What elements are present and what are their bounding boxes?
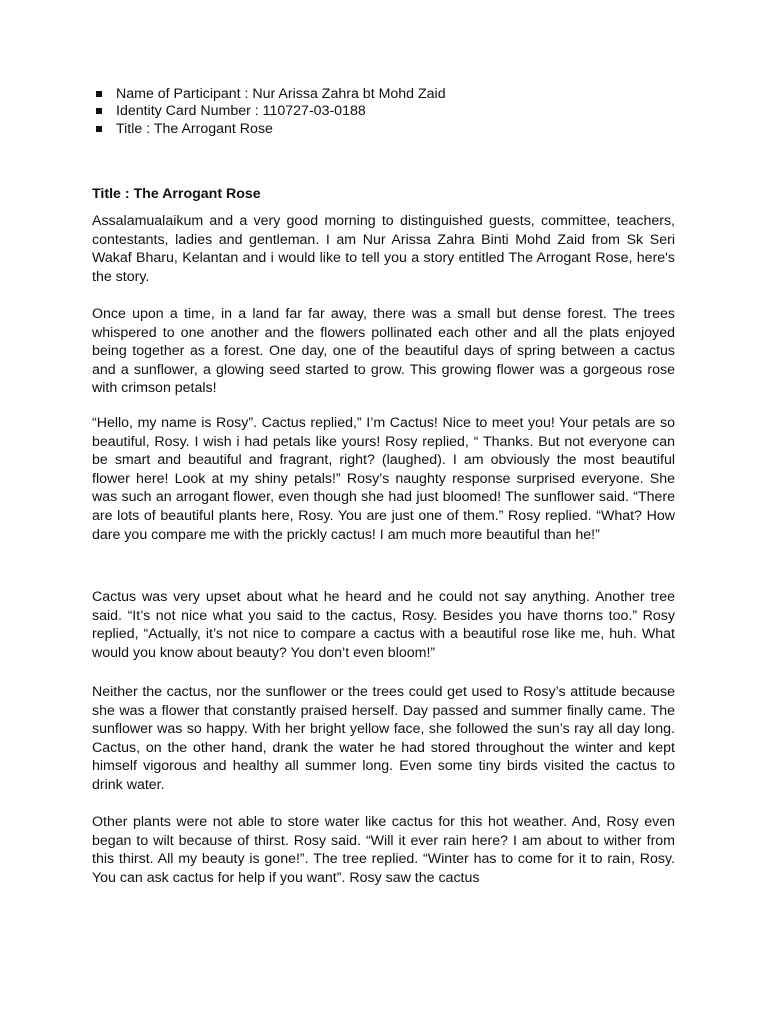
paragraph-summer: Neither the cactus, nor the sunflower or the trees could get used to Rosy’s attitude because she was a flower that constantly praised herself. Day passed and summer finally came. The sunflower was so happy. With her bright yellow face, she followed the sun’s ray all day long. Cactus, on the other hand, drank the water he had stored throughout the winter and kept himself vigorous and healthy all summer long. Even some tiny birds visited the cactus to drink water. [92,684,675,793]
identity-card-text: Identity Card Number : 110727-03-0188 [116,103,366,120]
paragraph-once-upon-a-time: Once upon a time, in a land far far away, there was a small but dense forest. The trees whispered to one another and the flowers pollinated each other and all the plats enjoyed being together as a forest. One day, one of the beautiful days of spring between a cactus and a sunflower, a glowing seed started to grow. This growing flower was a gorgeous rose with crimson petals! [92,306,675,397]
participant-name-text: Name of Participant : Nur Arissa Zahra bt Mohd Zaid [116,86,446,102]
square-bullet-icon [96,126,102,132]
title-item [96,121,696,138]
square-bullet-icon [96,108,102,114]
title-item-text: Title : The Arrogant Rose [116,120,273,137]
paragraph-introduction: Assalamualaikum and a very good morning to distinguished guests, committee, teachers, contestants, ladies and gentleman. I am Nur Arissa Zahra Binti Mohd Zaid from Sk Seri Wakaf Bharu, Kelantan and i would like to tell you a story entitled The Arrogant Rose, here's the story. [92,213,675,285]
participant-info-list [96,86,696,138]
square-bullet-icon [96,91,102,97]
story-title: Title : The Arrogant Rose [92,186,261,202]
participant-name-item [96,86,696,103]
paragraph-thirst: Other plants were not able to store water like cactus for this hot weather. And, Rosy even began to wilt because of thirst. Rosy said. “Will it ever rain here? I am about to wither from this thirst. All my beauty is gone!”. The tree replied. “Winter has to come for it to rain, Rosy. You can ask cactus for help if you want”. Rosy saw the cactus [92,814,675,886]
paragraph-rosy-introduction: “Hello, my name is Rosy”. Cactus replied,” I’m Cactus! Nice to meet you! Your petals are so beautiful, Rosy. I wish i had petals like yours! Rosy replied, “ Thanks. But not everyone can be smart and beautiful and fragrant, right? (laughed). I am obviously the most beautiful flower here! Look at my shiny petals!” Rosy’s naughty response surprised everyone. She was such an arrogant flower, even though she had just bloomed! The sunflower said. “There are lots of beautiful plants here, Rosy. You are just one of them.” Rosy replied. “What? How dare you compare me with the prickly cactus! I am much more beautiful than he!” [92,415,675,543]
identity-card-item [96,103,696,120]
paragraph-cactus-upset: Cactus was very upset about what he heard and he could not say anything. Another tree said. “It’s not nice what you said to the cactus, Rosy. Besides you have thorns too.” Rosy replied, “Actually, it’s not nice to compare a cactus with a beautiful rose like me, huh. What would you know about beauty? You don’t even bloom!” [92,589,675,661]
